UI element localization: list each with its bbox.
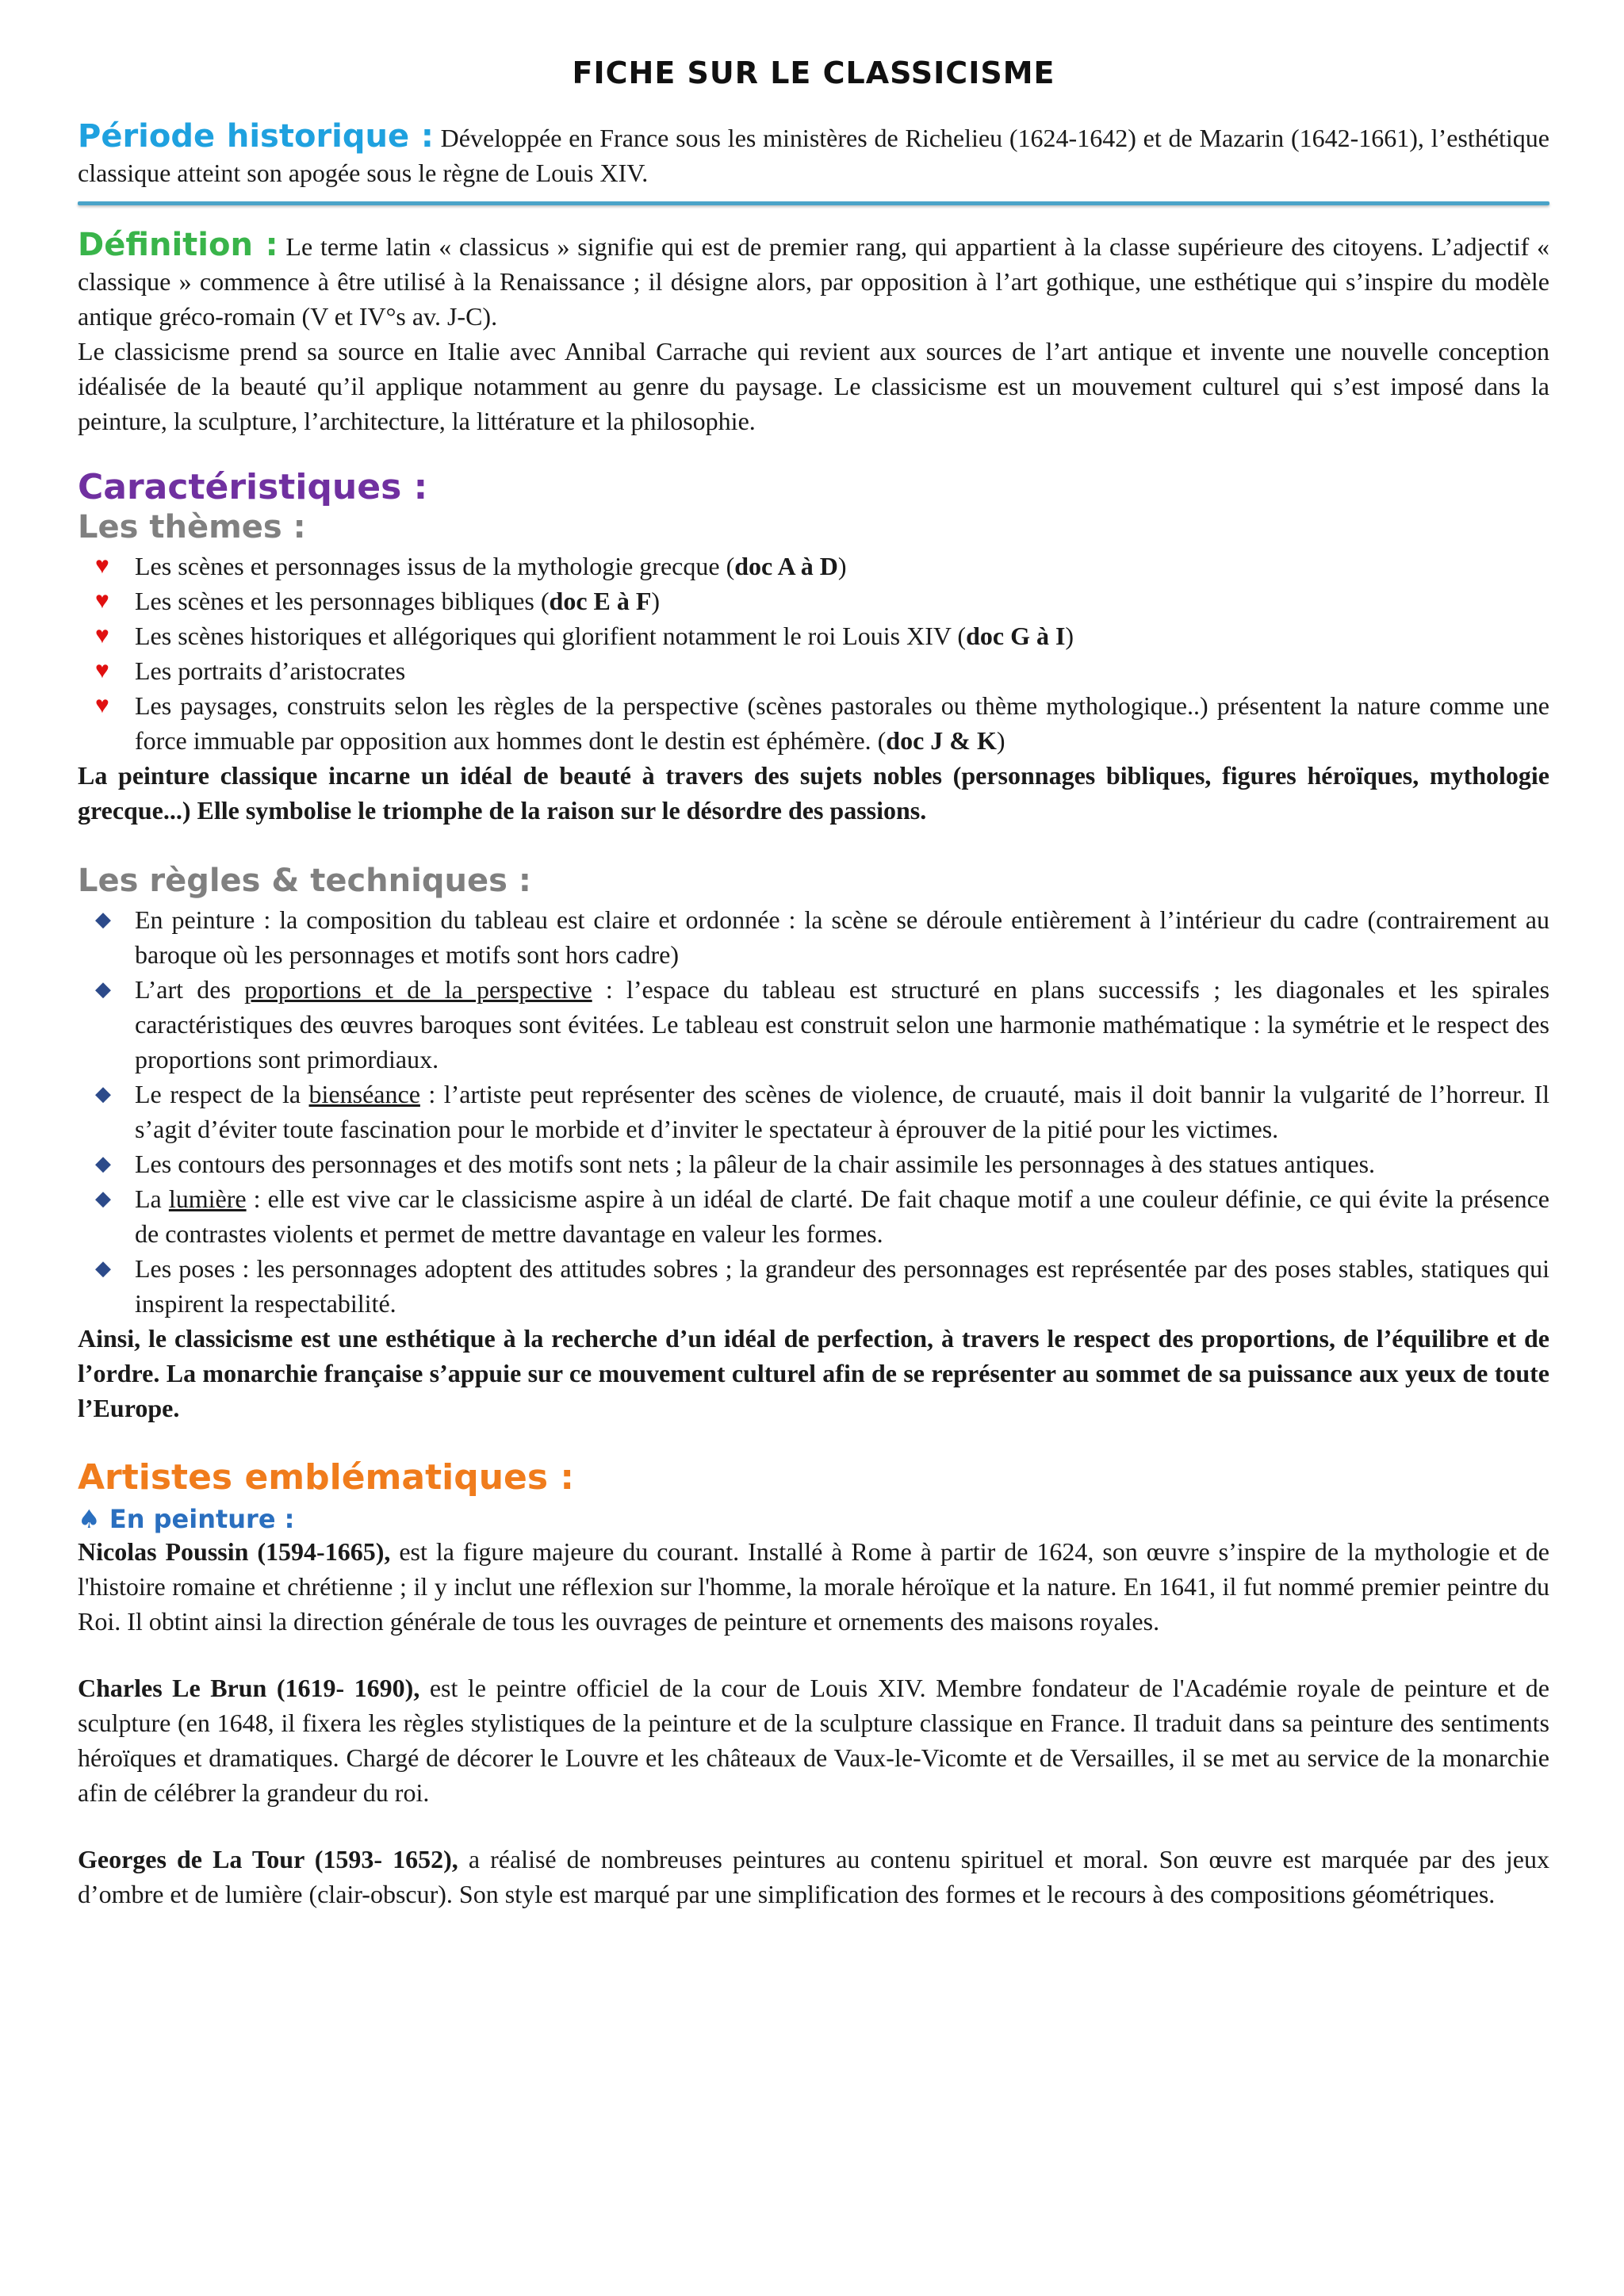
list-item: ♥ Les scènes historiques et allégoriques qui glorifient notamment le roi Louis XIV (doc G à I) xyxy=(78,618,1549,653)
artist-entry-lebrun: Charles Le Brun (1619- 1690), est le peintre officiel de la cour de Louis XIV. Membre fondateur de l'Académie royale de peinture et de sculpture (en 1648, il fixera les règles stylistiques de la peinture et de la sculpture classique en France. Il traduit dans sa peinture des sentiments héroïques et dramatiques. Chargé de décorer le Louvre et les châteaux de Vaux-le-Vicomte et de Versailles, il se met au service de la monarchie afin de célébrer la grandeur du roi. xyxy=(78,1674,1550,1807)
artist-entry-poussin: Nicolas Poussin (1594-1665), est la figure majeure du courant. Installé à Rome à partir de 1624, son œuvre s’inspire de la mythologie et de l'histoire romaine et chrétienne ; il y inclut une réflexion sur l'homme, la morale héroïque et la nature. En 1641, il fut nommé premier peintre du Roi. Il obtint ainsi la direction générale de tous les ouvrages de peinture et ornements des maisons royales. xyxy=(78,1537,1550,1636)
definition-paragraph xyxy=(78,228,1549,334)
themes-list xyxy=(78,549,1549,758)
definition-heading: Définition : xyxy=(78,227,278,263)
diamond-bullet-icon: ◆ xyxy=(95,978,111,1001)
diamond-bullet-icon: ◆ xyxy=(95,1187,111,1210)
list-item: ♥ Les scènes et les personnages bibliques (doc E à F) xyxy=(78,584,1549,618)
themes-heading: Les thèmes : xyxy=(78,509,306,545)
periode-text: Développée en France sous les ministères de Richelieu (1624-1642) et de Mazarin (1642-1661), l’esthétique classique atteint son apogée sous le règne de Louis XIV. xyxy=(78,124,1550,187)
heart-bullet-icon: ♥ xyxy=(95,553,109,579)
list-item: ◆ L’art des proportions et de la perspective : l’espace du tableau est structuré en plans successifs ; les diagonales et les spirales caractéristiques des œuvres baroques sont évitées. Le tableau est construit selon une harmonie mathématique : la symétrie et le respect des proportions sont primordiaux. xyxy=(78,972,1549,1077)
caracteristiques-heading: Caractéristiques : xyxy=(78,467,428,507)
heart-bullet-icon: ♥ xyxy=(95,692,109,718)
artist-entry-latour: Georges de La Tour (1593- 1652), a réalisé de nombreuses peintures au contenu spirituel et moral. Son œuvre est marquée par des jeux d’ombre et de lumière (clair-obscur). Son style est marqué par une simplification des formes et le recours à des compositions géométriques. xyxy=(78,1845,1550,1908)
definition-text-2: Le classicisme prend sa source en Italie avec Annibal Carrache qui revient aux sources de l’art antique et invente une nouvelle conception idéalisée de la beauté qu’il applique notamment au genre du paysage. Le classicisme est un mouvement culturel qui s’est imposé dans la peinture, la sculpture, l’architecture, la littérature et la philosophie. xyxy=(78,337,1549,435)
list-item: ◆ En peinture : la composition du tableau est claire et ordonnée : la scène se déroule entièrement à l’intérieur du cadre (contrairement au baroque où les personnages et motifs sont hors cadre) xyxy=(78,902,1549,972)
list-item: ♥ Les paysages, construits selon les règles de la perspective (scènes pastorales ou thème mythologique..) présentent la nature comme une force immuable par opposition aux hommes dont le destin est éphémère. (doc J & K) xyxy=(78,688,1549,758)
heart-bullet-icon: ♥ xyxy=(95,657,109,683)
diamond-bullet-icon: ◆ xyxy=(95,908,111,931)
definition-text-1: Le terme latin « classicus » signifie qui est de premier rang, qui appartient à la classe supérieure des citoyens. L’adjectif « classique » commence à être utilisé à la Renaissance ; il désigne alors, par opposition à l’art gothique, une esthétique qui s’inspire du modèle antique gréco-romain (V et IV°s av. J-C). xyxy=(78,232,1549,331)
list-item: ◆ Le respect de la bienséance : l’artiste peut représenter des scènes de violence, de cruauté, mais il doit bannir la vulgarité de l’horreur. Il s’agit d’éviter toute fascination pour le morbide et d’inviter le spectateur à éprouver de la pitié pour les victimes. xyxy=(78,1077,1549,1146)
artistes-heading: Artistes emblématiques : xyxy=(78,1457,574,1498)
peinture-subheading: ♠ En peinture : xyxy=(78,1504,295,1534)
regles-conclusion: Ainsi, le classicisme est une esthétique à la recherche d’un idéal de perfection, à travers le respect des proportions, de l’équilibre et de l’ordre. La monarchie française s’appuie sur ce mouvement culturel afin de se représenter au sommet de sa puissance aux yeux de toute l’Europe. xyxy=(78,1324,1549,1422)
themes-conclusion: La peinture classique incarne un idéal de beauté à travers des sujets nobles (personnages bibliques, figures héroïques, mythologie grecque...) Elle symbolise le triomphe de la raison sur le désordre des passions. xyxy=(78,761,1549,825)
diamond-bullet-icon: ◆ xyxy=(95,1082,111,1105)
list-item: ◆ Les poses : les personnages adoptent des attitudes sobres ; la grandeur des personnages est représentée par des poses stables, statiques qui inspirent la respectabilité. xyxy=(78,1251,1549,1321)
list-item: ♥ Les scènes et personnages issus de la mythologie grecque (doc A à D) xyxy=(78,549,1549,584)
regles-list xyxy=(78,902,1549,1321)
document-page xyxy=(78,55,1549,1911)
diamond-bullet-icon: ◆ xyxy=(95,1257,111,1280)
spade-bullet-icon: ♠ xyxy=(78,1504,101,1534)
periode-heading: Période historique : xyxy=(78,118,434,155)
periode-paragraph xyxy=(78,119,1549,190)
list-item: ♥ Les portraits d’aristocrates xyxy=(78,653,1549,688)
heart-bullet-icon: ♥ xyxy=(95,622,109,649)
heart-bullet-icon: ♥ xyxy=(95,587,109,614)
list-item: ◆ Les contours des personnages et des motifs sont nets ; la pâleur de la chair assimile les personnages à des statues antiques. xyxy=(78,1146,1549,1181)
page-title: FICHE SUR LE CLASSICISME xyxy=(572,55,1055,90)
regles-heading: Les règles & techniques : xyxy=(78,863,531,899)
section-divider xyxy=(78,201,1549,205)
diamond-bullet-icon: ◆ xyxy=(95,1152,111,1175)
list-item: ◆ La lumière : elle est vive car le classicisme aspire à un idéal de clarté. De fait chaque motif a une couleur définie, ce qui évite la présence de contrastes violents et permet de mettre davantage en valeur les formes. xyxy=(78,1181,1549,1251)
